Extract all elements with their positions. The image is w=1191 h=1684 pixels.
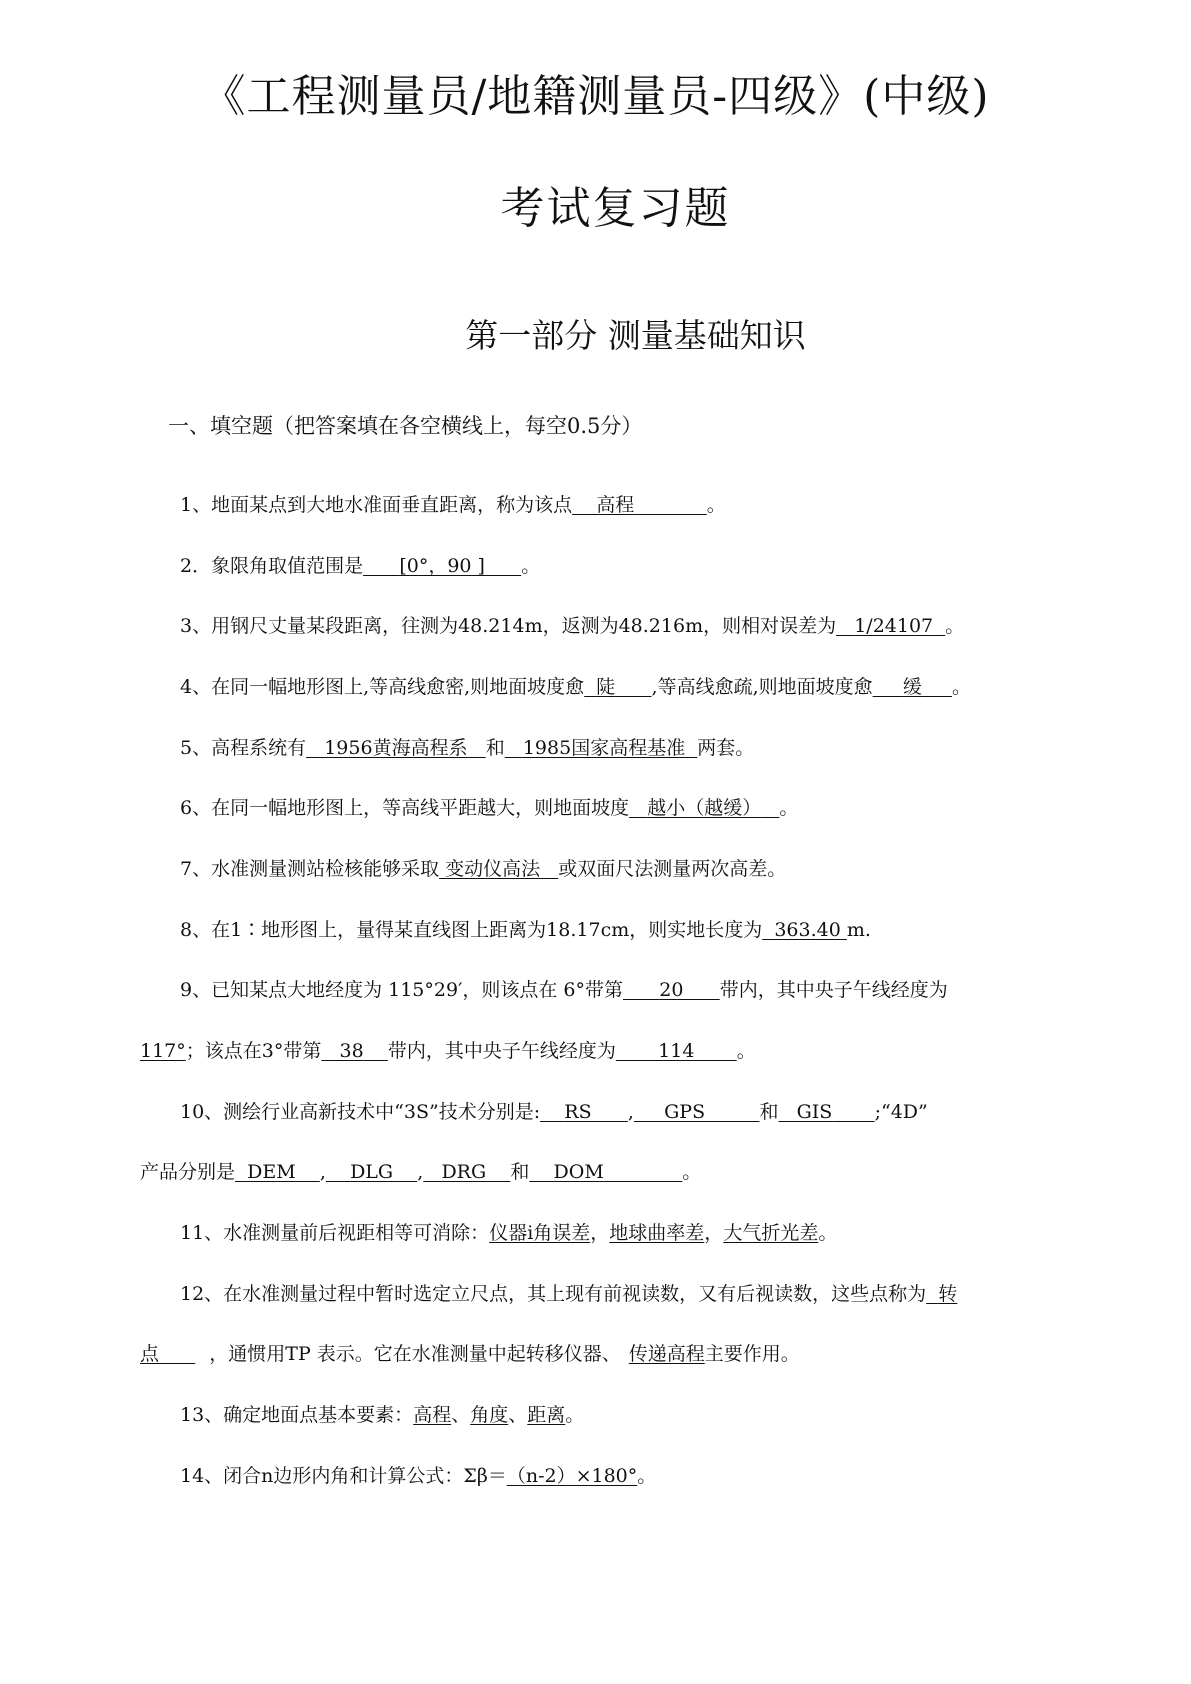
q12-text: 12、在水准测量过程中暂时选定立尺点，其上现有前视读数，又有后视读数，这些点称为 — [180, 1283, 927, 1305]
q10-sep1: , — [627, 1101, 634, 1123]
q9-answer-4: 114 — [658, 1040, 695, 1062]
q9-text: 9、已知某点大地经度为 115°29′，则该点在 6°带第 — [180, 979, 624, 1001]
q14-text: 14、闭合n边形内角和计算公式：Σβ＝ — [180, 1465, 507, 1487]
question-4 — [180, 672, 1091, 699]
question-13 — [180, 1400, 1091, 1427]
q9-answer-1: 20 — [659, 979, 684, 1001]
q2-answer: [0°，90 ] — [399, 555, 485, 577]
q11-sep1: ， — [590, 1222, 610, 1244]
q8-end: m. — [846, 919, 871, 941]
q4-answer-1: 陡 — [596, 676, 616, 698]
q8-answer: 363.40 — [774, 919, 841, 941]
q5-answer-2: 1985国家高程基准 — [522, 737, 686, 759]
question-1 — [180, 490, 1091, 517]
q4-answer-2: 缓 — [902, 676, 922, 698]
part-heading: 第一部分 测量基础知识 — [465, 316, 806, 355]
question-8 — [180, 915, 1091, 942]
q6-answer: 越小（越缓） — [647, 797, 762, 819]
q5-mid: 和 — [485, 737, 505, 759]
q10-text: 10、测绘行业高新技术中“3S”技术分别是: — [180, 1101, 541, 1123]
q10-answer-1: RS — [564, 1101, 592, 1123]
question-10-line-1 — [180, 1097, 1091, 1124]
q10-answer-5: DLG — [350, 1161, 394, 1183]
q13-end: 。 — [565, 1404, 585, 1426]
q9-mid2: ；该点在3°带第 — [185, 1040, 322, 1062]
q11-answer-2: 地球曲率差 — [609, 1222, 705, 1244]
q10-mid3: 和 — [510, 1161, 530, 1183]
q4-end: 。 — [952, 676, 972, 698]
question-12-line-1 — [180, 1279, 1091, 1306]
q6-text: 6、在同一幅地形图上，等高线平距越大，则地面坡度 — [180, 797, 630, 819]
q12-end: 主要作用。 — [704, 1343, 800, 1365]
q8-text: 8、在1∶地形图上，量得某直线图上距离为18.17cm，则实地长度为 — [180, 919, 763, 941]
q7-text: 7、水准测量测站检核能够采取 — [180, 858, 440, 880]
q13-sep1: 、 — [451, 1404, 471, 1426]
q11-sep2: ， — [704, 1222, 724, 1244]
question-5 — [180, 733, 1091, 760]
q10-end: 。 — [682, 1161, 702, 1183]
q12-answer-1-cont: 点 — [140, 1343, 160, 1365]
q14-answer: （n-2）×180° — [506, 1465, 638, 1487]
q10-line2-text: 产品分别是 — [140, 1161, 236, 1183]
q1-text: 1、地面某点到大地水准面垂直距离，称为该点 — [180, 494, 573, 516]
q1-answer: 高程 — [596, 494, 635, 516]
doc-title-line1: 《工程测量员/地籍测量员-四级》(中级) — [201, 71, 990, 122]
question-3 — [180, 611, 1091, 638]
q7-end: 或双面尺法测量两次高差。 — [558, 858, 787, 880]
q10-answer-3: GIS — [796, 1101, 833, 1123]
q11-answer-3: 大气折光差 — [723, 1222, 819, 1244]
question-7 — [180, 854, 1091, 881]
q10-mid: 和 — [759, 1101, 779, 1123]
q5-text: 5、高程系统有 — [180, 737, 307, 759]
q11-text: 11、水准测量前后视距相等可消除： — [180, 1222, 490, 1244]
q10-mid2: ;“4D” — [874, 1101, 928, 1123]
q13-sep2: 、 — [508, 1404, 528, 1426]
question-2 — [180, 551, 1091, 578]
q10-sep3: , — [417, 1161, 424, 1183]
question-11 — [180, 1218, 1091, 1245]
q13-answer-3: 距离 — [527, 1404, 566, 1426]
q10-sep2: , — [319, 1161, 326, 1183]
q10-answer-2: GPS — [664, 1101, 706, 1123]
q3-end: 。 — [945, 615, 965, 637]
q14-end: 。 — [637, 1465, 657, 1487]
q10-answer-6: DRG — [441, 1161, 487, 1183]
question-14 — [180, 1461, 1091, 1488]
q4-mid: ,等高线愈疏,则地面坡度愈 — [651, 676, 873, 698]
q9-end: 。 — [736, 1040, 756, 1062]
question-9-line-1 — [180, 975, 1091, 1002]
q13-answer-2: 角度 — [470, 1404, 509, 1426]
q11-answer-1: 仪器i角误差 — [489, 1222, 591, 1244]
q2-end: 。 — [521, 555, 541, 577]
question-6 — [180, 793, 1091, 820]
q9-mid: 带内，其中央子午线经度为 — [719, 979, 948, 1001]
q2-text: 2．象限角取值范围是 — [180, 555, 364, 577]
q10-answer-4: DEM — [247, 1161, 296, 1183]
q3-text: 3、用钢尺丈量某段距离，往测为48.214m，返测为48.216m，则相对误差为 — [180, 615, 837, 637]
q9-mid3: 带内，其中央子午线经度为 — [387, 1040, 616, 1062]
question-10-line-2 — [140, 1157, 1091, 1184]
q11-end: 。 — [818, 1222, 838, 1244]
q5-end: 两套。 — [697, 737, 755, 759]
q13-text: 13、确定地面点基本要素： — [180, 1404, 414, 1426]
q12-mid: ，通惯用TP 表示。它在水准测量中起转移仪器、 — [209, 1343, 621, 1365]
question-9-line-2 — [140, 1036, 1091, 1063]
q12-answer-1: 转 — [938, 1283, 958, 1305]
q13-answer-1: 高程 — [413, 1404, 452, 1426]
question-12-line-2 — [140, 1339, 1091, 1366]
section-heading: 一、填空题（把答案填在各空横线上，每空0.5分） — [168, 414, 643, 438]
q12-answer-2: 传递高程 — [628, 1343, 705, 1365]
q9-answer-3: 38 — [339, 1040, 364, 1062]
q5-answer-1: 1956黄海高程系 — [324, 737, 468, 759]
q3-answer: 1/24107 — [854, 615, 934, 637]
q7-answer: 变动仪高法 — [445, 858, 541, 880]
doc-title-line2: 考试复习题 — [500, 183, 731, 234]
q10-answer-7: DOM — [553, 1161, 604, 1183]
q6-end: 。 — [779, 797, 799, 819]
q4-text: 4、在同一幅地形图上,等高线愈密,则地面坡度愈 — [180, 676, 585, 698]
q9-answer-2: 117° — [140, 1040, 186, 1062]
q1-end: 。 — [706, 494, 726, 516]
